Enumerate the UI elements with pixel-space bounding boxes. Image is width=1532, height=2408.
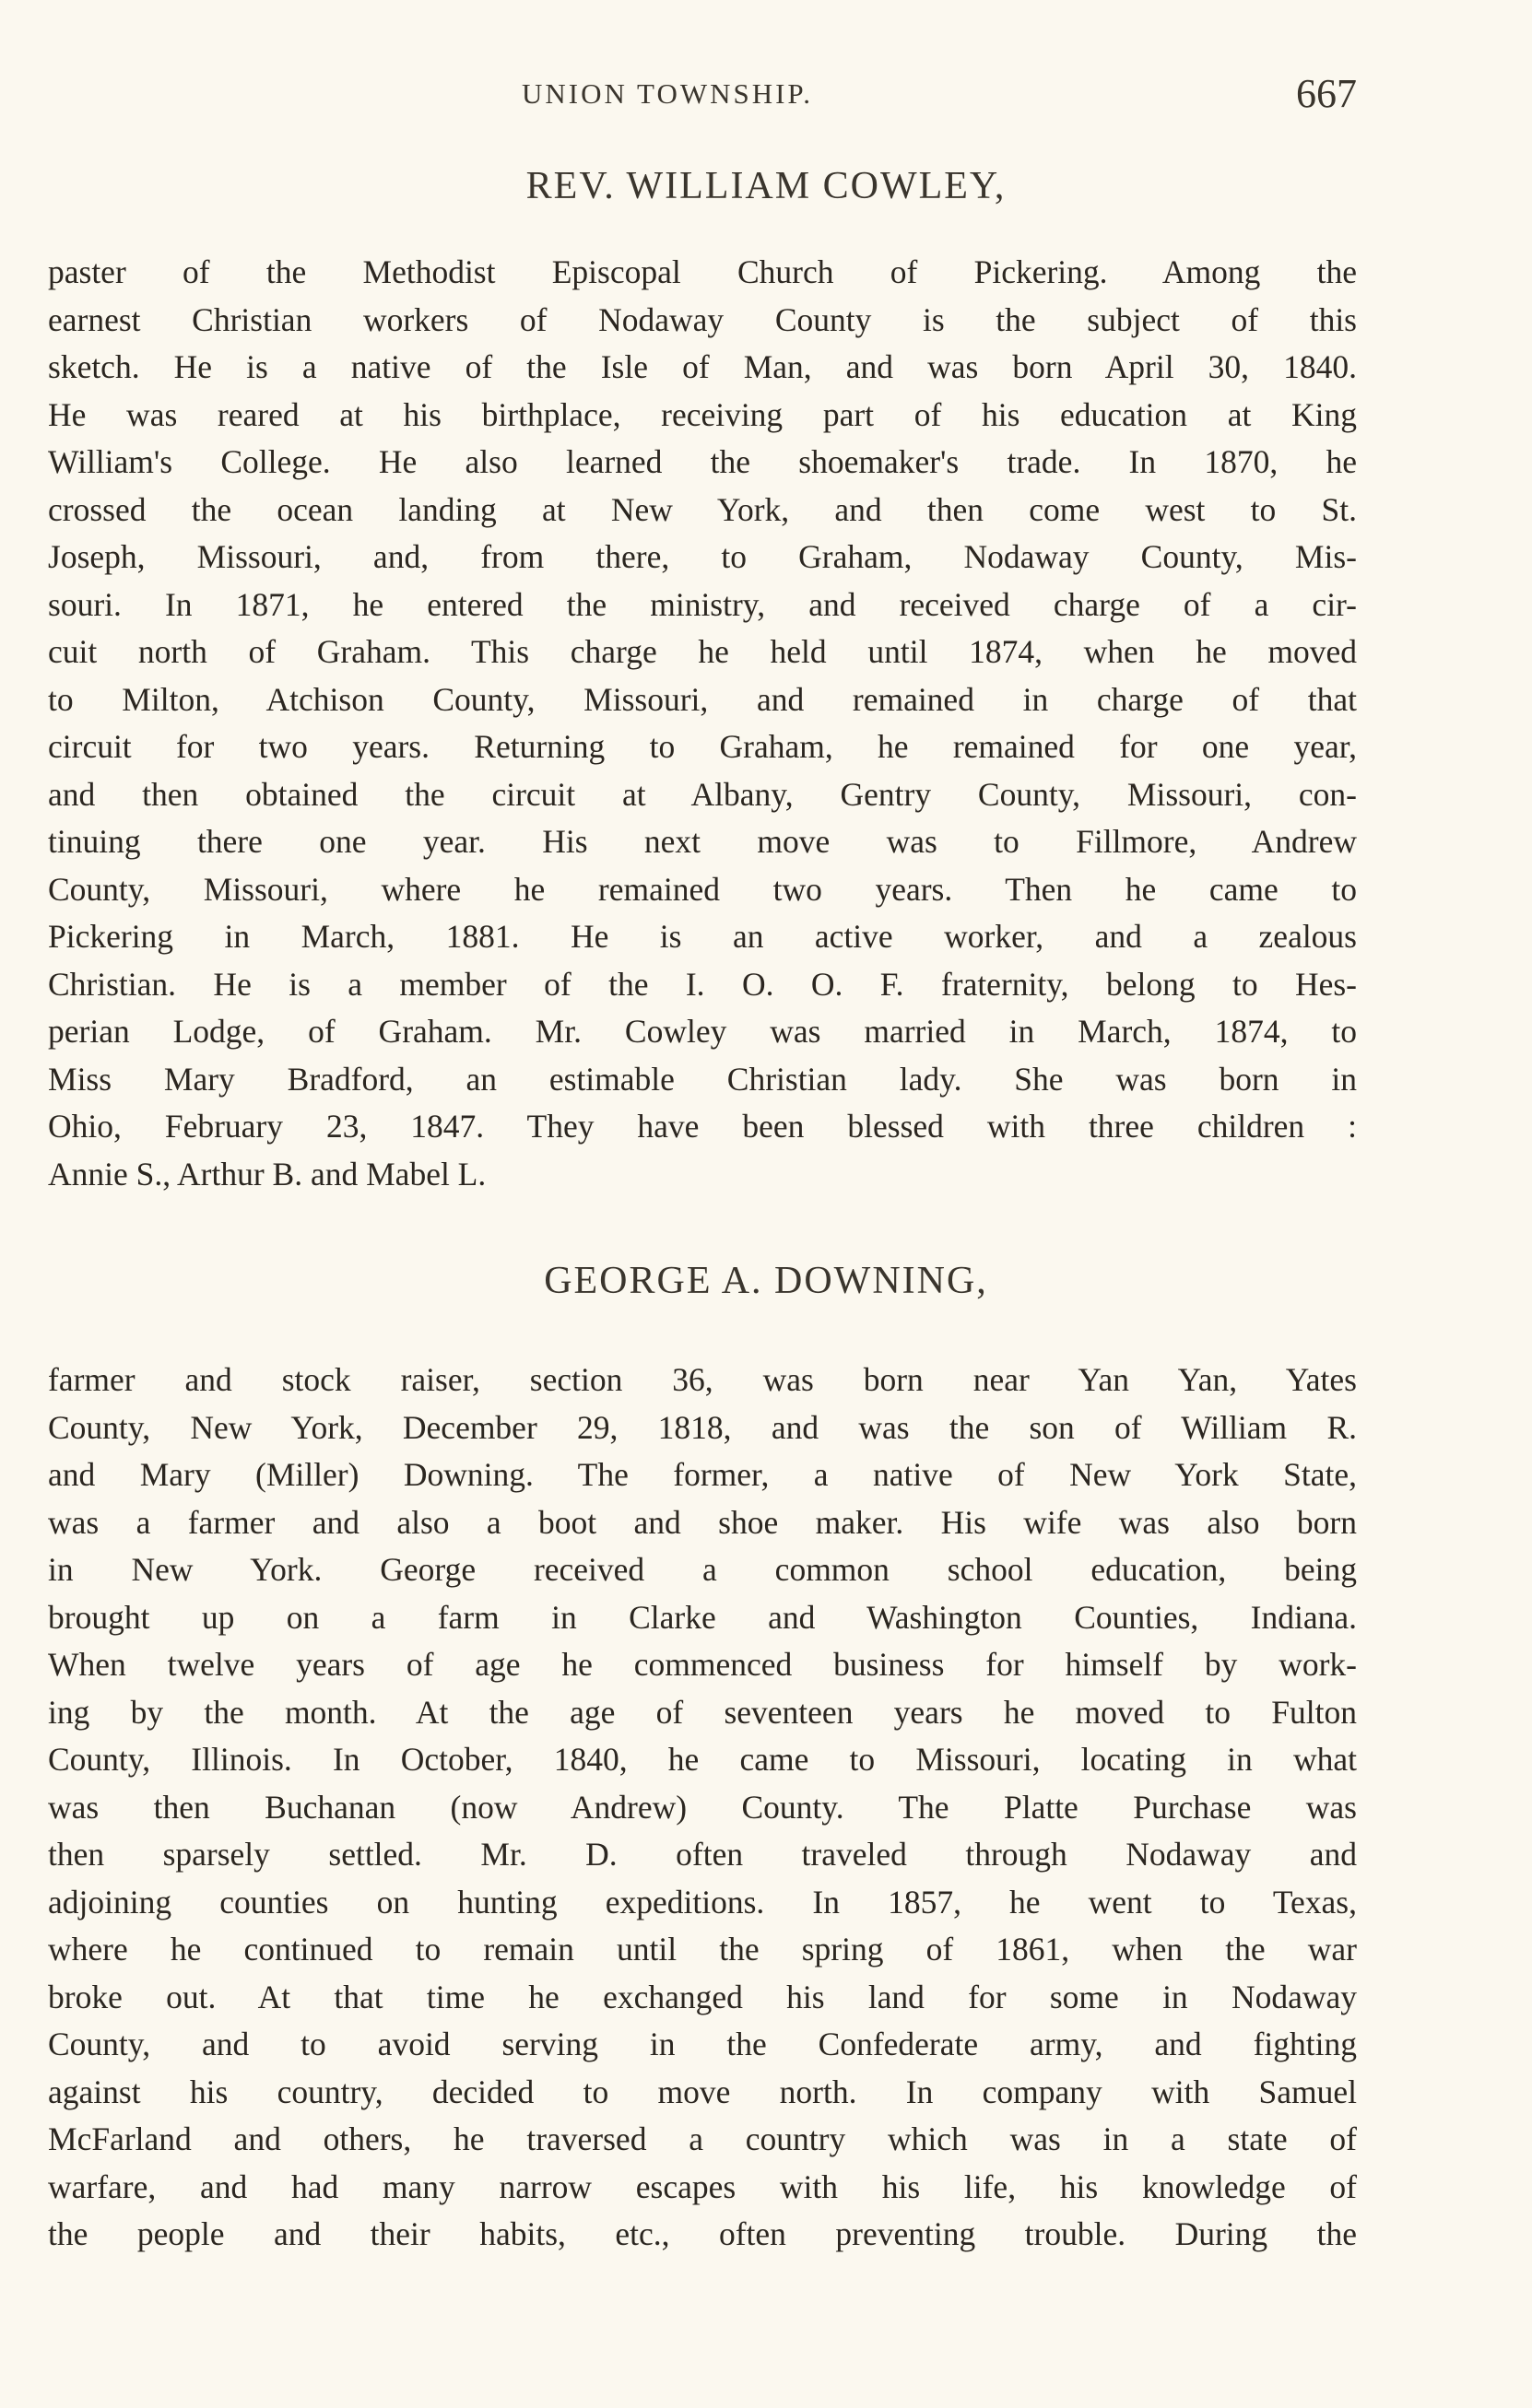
text-line: He was reared at his birthplace, receiving part of his education at King [48, 395, 1357, 433]
entry-body-downing [48, 1357, 1357, 2259]
text-line: ing by the month. At the age of seventeen years he moved to Fulton [48, 1693, 1357, 1731]
text-line: Ohio, February 23, 1847. They have been blessed with three children : [48, 1108, 1357, 1145]
text-line: against his country, decided to move north. In company with Samuel [48, 2073, 1357, 2110]
text-line: McFarland and others, he traversed a country which was in a state of [48, 2120, 1357, 2157]
text-line: paster of the Methodist Episcopal Church of Pickering. Among the [48, 253, 1357, 290]
text-line: where he continued to remain until the spring of 1861, when the war [48, 1931, 1357, 1968]
text-line: perian Lodge, of Graham. Mr. Cowley was married in March, 1874, to [48, 1013, 1357, 1050]
text-line: When twelve years of age he commenced business for himself by work- [48, 1646, 1357, 1683]
text-line: then sparsely settled. Mr. D. often traveled through Nodaway and [48, 1836, 1357, 1873]
text-line: crossed the ocean landing at New York, and then come west to St. [48, 490, 1357, 528]
text-line: souri. In 1871, he entered the ministry, and received charge of a cir- [48, 585, 1357, 623]
text-line: circuit for two years. Returning to Graham, he remained for one year, [48, 728, 1357, 765]
text-line: cuit north of Graham. This charge he held until 1874, when he moved [48, 633, 1357, 670]
text-line: and Mary (Miller) Downing. The former, a native of New York State, [48, 1456, 1357, 1493]
text-line: farmer and stock raiser, section 36, was born near Yan Yan, Yates [48, 1361, 1357, 1398]
text-line: to Milton, Atchison County, Missouri, and remained in charge of that [48, 680, 1357, 718]
text-line: earnest Christian workers of Nodaway County is the subject of this [48, 300, 1357, 338]
text-line: Pickering in March, 1881. He is an active worker, and a zealous [48, 918, 1357, 955]
entry-heading-cowley: REV. WILLIAM COWLEY, [525, 165, 1007, 207]
text-line: Christian. He is a member of the I. O. O. F. fraternity, belong to Hes- [48, 965, 1357, 1003]
text-line: warfare, and had many narrow escapes with his life, his knowledge of [48, 2167, 1357, 2205]
text-line: was a farmer and also a boot and shoe maker. His wife was also born [48, 1503, 1357, 1541]
running-title: UNION TOWNSHIP. [522, 77, 813, 110]
text-line: and then obtained the circuit at Albany, Gentry County, Missouri, con- [48, 775, 1357, 813]
text-line: County, Illinois. In October, 1840, he came to Missouri, locating in what [48, 1741, 1357, 1778]
running-head [0, 71, 1532, 133]
text-line: broke out. At that time he exchanged his land for some in Nodaway [48, 1978, 1357, 2015]
page-number: 667 [1296, 71, 1357, 116]
text-line: County, and to avoid serving in the Confederate army, and fighting [48, 2026, 1357, 2062]
entry-heading-downing: GEORGE A. DOWNING, [544, 1260, 988, 1302]
text-line: tinuing there one year. His next move was to Fillmore, Andrew [48, 823, 1357, 860]
text-line: brought up on a farm in Clarke and Washington Counties, Indiana. [48, 1598, 1357, 1636]
text-line: was then Buchanan (now Andrew) County. The Platte Purchase was [48, 1788, 1357, 1826]
text-line: County, New York, December 29, 1818, and was the son of William R. [48, 1408, 1357, 1446]
text-line: sketch. He is a native of the Isle of Man, and was born April 30, 1840. [48, 348, 1357, 385]
text-line: County, Missouri, where he remained two years. Then he came to [48, 870, 1357, 908]
text-line: adjoining counties on hunting expeditions. In 1857, he went to Texas, [48, 1883, 1357, 1921]
text-line: William's College. He also learned the shoemaker's trade. In 1870, he [48, 443, 1357, 480]
text-line: Miss Mary Bradford, an estimable Christian lady. She was born in [48, 1060, 1357, 1098]
text-line: Annie S., Arthur B. and Mabel L. [48, 1155, 487, 1192]
text-line: Joseph, Missouri, and, from there, to Graham, Nodaway County, Mis- [48, 538, 1357, 575]
entry-body-cowley [48, 249, 1357, 1198]
text-line: in New York. George received a common school education, being [48, 1551, 1357, 1588]
text-line: the people and their habits, etc., often preventing trouble. During the [48, 2215, 1357, 2252]
